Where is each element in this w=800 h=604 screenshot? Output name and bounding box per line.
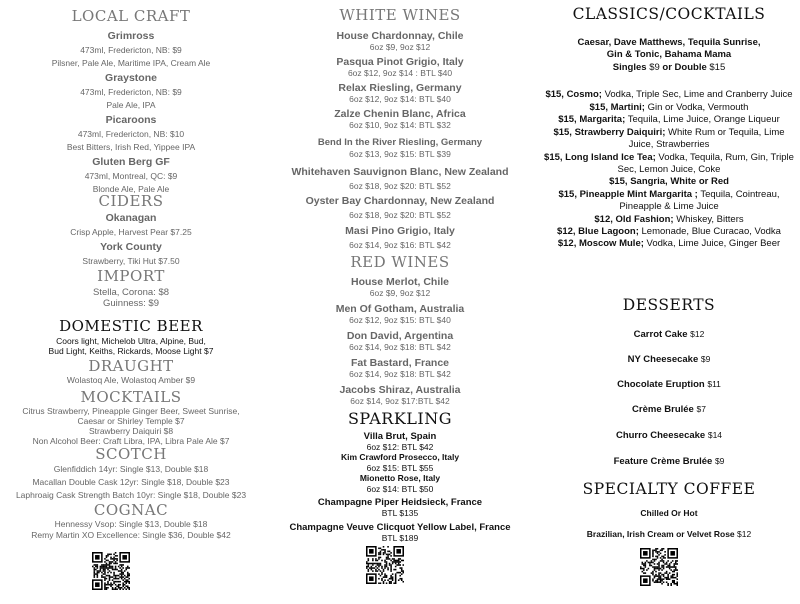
beer-detail: 473ml, Montreal, QC: $9 <box>84 171 178 181</box>
beer-detail: Blonde Ale, Pale Ale <box>92 184 170 194</box>
wine-name: Oyster Bay Chardonnay, New Zealand <box>305 195 495 207</box>
cocktail-item: $15, Long Island Ice Tea; Vodka, Tequila, Rum, Gin, Triple Sec, Lemon Juice, Coke <box>544 151 794 175</box>
draught-detail: Wolastoq Ale, Wolastoq Amber $9 <box>66 375 196 385</box>
wine-name: Pasqua Pinot Grigio, Italy <box>336 56 464 68</box>
mocktail-detail: Citrus Strawberry, Pineapple Ginger Beer, Sweet Sunrise, <box>22 406 240 416</box>
beer-detail: 473ml, Fredericton, NB: $10 <box>77 129 185 139</box>
wine-name: Men Of Gotham, Australia <box>335 303 465 315</box>
sparkling-price: 6oz $12: BTL $42 <box>366 442 434 452</box>
wine-price: 6oz $12, 9oz $14: BTL $40 <box>349 94 451 104</box>
desserts-heading: DESSERTS <box>622 296 716 314</box>
wine-price: 6oz $10, 9oz $14: BTL $32 <box>349 120 451 130</box>
local-craft-heading: LOCAL CRAFT <box>71 7 191 25</box>
beer-detail: 473ml, Fredericton, NB: $9 <box>80 45 182 55</box>
beer-detail: Best Bitters, Irish Red, Yippee IPA <box>66 142 196 152</box>
sparkling-list <box>268 431 532 543</box>
sparkling-price: BTL $135 <box>381 508 419 518</box>
wine-name: House Chardonnay, Chile <box>336 30 464 42</box>
draught-list <box>0 375 262 386</box>
cognac-list <box>0 519 262 541</box>
wine-price: 6oz $12, 9oz $15: BTL $40 <box>349 315 451 325</box>
cocktail-item: $15, Strawberry Daiquiri; White Rum or Tequila, Lime Juice, Strawberries <box>553 126 785 151</box>
white-wines-list <box>268 30 532 251</box>
cognac-detail: Hennessy Vsop: Single $13, Double $18 <box>54 519 208 529</box>
dessert-item: Feature Crème Brulée $9 <box>613 456 725 467</box>
singles-label: Singles <box>612 61 647 73</box>
left-column <box>0 0 262 604</box>
scotch-detail: Macallan Double Cask 12yr: Single $18, Double $23 <box>32 477 230 487</box>
coffee-line: Chilled Or Hot <box>640 508 698 518</box>
wine-name: Jacobs Shiraz, Australia <box>339 384 461 396</box>
cognac-heading: COGNAC <box>93 501 169 519</box>
beer-detail: Pale Ale, IPA <box>106 100 156 110</box>
sparkling-name: Champagne Piper Heidsieck, France <box>317 497 483 508</box>
import-list <box>0 287 262 309</box>
mocktails-list <box>0 406 262 446</box>
sparkling-name: Villa Brut, Spain <box>363 431 437 442</box>
wine-price: 6oz $18, 9oz $20: BTL $52 <box>349 210 451 220</box>
wine-name: Fat Bastard, France <box>350 357 450 369</box>
wine-name: Don David, Argentina <box>346 330 454 342</box>
beer-name: Picaroons <box>105 114 157 126</box>
scotch-detail: Glenfiddich 14yr: Single $13, Double $18 <box>53 464 209 474</box>
wine-price: 6oz $14, 9oz $18: BTL $42 <box>349 342 451 352</box>
classics-intro-line: Caesar, Dave Matthews, Tequila Sunrise, <box>577 37 761 48</box>
classics-pricing <box>538 62 800 74</box>
import-heading: IMPORT <box>97 267 165 285</box>
cocktail-item: $15, Martini; Gin or Vodka, Vermouth <box>589 101 749 113</box>
beer-name: Graystone <box>105 72 157 84</box>
cider-detail: Crisp Apple, Harvest Pear $7.25 <box>70 227 192 237</box>
wine-price: 6oz $18, 9oz $20: BTL $52 <box>349 181 451 191</box>
dessert-item: Carrot Cake $12 <box>633 329 705 340</box>
domestic-list <box>0 336 262 356</box>
qr-code[interactable] <box>92 552 130 590</box>
import-detail: Guinness: $9 <box>103 298 159 309</box>
beer-detail: Pilsner, Pale Ale, Maritime IPA, Cream Ale <box>51 58 211 68</box>
specialty-coffee-heading: SPECIALTY COFFEE <box>582 480 756 498</box>
classics-intro <box>538 37 800 74</box>
qr-code-graphic <box>640 548 678 586</box>
wine-price: 6oz $14, 9oz $17:BTL $42 <box>350 396 450 406</box>
white-wines-heading: WHITE WINES <box>339 6 461 24</box>
cocktail-item: $15, Cosmo; Vodka, Triple Sec, Lime and Cranberry Juice <box>545 89 793 100</box>
local-craft-list <box>0 30 262 195</box>
sparkling-price: 6oz $15: BTL $55 <box>366 463 434 473</box>
dessert-item: NY Cheesecake $9 <box>627 354 711 365</box>
wine-price: 6oz $14, 9oz $16: BTL $42 <box>349 240 451 250</box>
scotch-detail: Laphroaig Cask Strength Batch 10yr: Single $18, Double $23 <box>15 490 247 500</box>
mocktails-heading: MOCKTAILS <box>80 388 182 406</box>
mocktail-detail: Caesar or Shirley Temple $7 <box>77 416 185 426</box>
cocktail-list <box>544 89 794 251</box>
red-wines-heading: RED WINES <box>350 253 450 271</box>
wine-price: 6oz $13, 9oz $15: BTL $39 <box>349 149 451 159</box>
right-column <box>538 0 800 604</box>
domestic-heading: DOMESTIC BEER <box>59 317 203 335</box>
qr-code-graphic <box>92 552 130 590</box>
or-label: or <box>662 61 672 73</box>
ciders-list <box>0 212 262 267</box>
wine-price: 6oz $12, 9oz $14 : BTL $40 <box>347 68 453 78</box>
cider-name: York County <box>100 241 162 253</box>
wine-name: Zalze Chenin Blanc, Africa <box>334 108 466 120</box>
wine-price: 6oz $9, 9oz $12 <box>369 42 431 52</box>
cider-detail: Strawberry, Tiki Hut $7.50 <box>82 256 180 266</box>
middle-column <box>268 0 532 604</box>
double-price: $15 <box>709 61 726 73</box>
mocktail-detail: Non Alcohol Beer: Craft Libra, IPA, Libra Pale Ale $7 <box>32 436 230 446</box>
wine-name: Masi Pino Grigio, Italy <box>345 225 455 237</box>
qr-code[interactable] <box>640 548 678 586</box>
beer-detail: 473ml, Fredericton, NB: $9 <box>80 87 182 97</box>
sparkling-name: Champagne Veuve Clicquot Yellow Label, France <box>289 522 511 533</box>
wine-name: Whitehaven Sauvignon Blanc, New Zealand <box>291 166 509 178</box>
wine-name: House Merlot, Chile <box>350 276 449 288</box>
sparkling-name: Kim Crawford Prosecco, Italy <box>340 452 460 462</box>
sparkling-price: BTL $189 <box>381 533 419 543</box>
sparkling-name: Mionetto Rose, Italy <box>359 473 441 483</box>
singles-price: $9 <box>649 61 660 73</box>
dessert-item: Churro Cheesecake $14 <box>615 430 723 441</box>
coffee-line: Brazilian, Irish Cream or Velvet Rose $12 <box>586 529 752 539</box>
mocktail-detail: Strawberry Daiquiri $8 <box>88 426 174 436</box>
beer-name: Grimross <box>107 30 155 42</box>
double-label: Double <box>674 61 707 73</box>
cocktail-item: $15, Sangria, White or Red <box>609 176 729 188</box>
dessert-item: Chocolate Eruption $11 <box>617 379 721 390</box>
cocktail-item: $12, Blue Lagoon; Lemonade, Blue Curacao, Vodka <box>557 225 781 237</box>
draught-heading: DRAUGHT <box>88 357 174 375</box>
scotch-heading: SCOTCH <box>95 445 167 463</box>
domestic-detail: Coors light, Michelob Ultra, Alpine, Bud, <box>56 336 206 346</box>
cider-name: Okanagan <box>105 212 157 224</box>
cocktail-item: $12, Moscow Mule; Vodka, Lime Juice, Ginger Beer <box>557 238 781 250</box>
sparkling-heading: SPARKLING <box>347 409 453 428</box>
classics-heading: CLASSICS/COCKTAILS <box>572 5 766 23</box>
sparkling-price: 6oz $14: BTL $50 <box>366 484 434 494</box>
dessert-item: Crème Brulée $7 <box>632 404 706 415</box>
wine-price: 6oz $9, 9oz $12 <box>369 288 431 298</box>
ciders-heading: CIDERS <box>98 192 164 210</box>
domestic-detail: Bud Light, Keiths, Rickards, Moose Light $7 <box>48 346 214 356</box>
red-wines-list <box>268 276 532 407</box>
cognac-detail: Remy Martin XO Excellence: Single $36, Double $42 <box>31 530 231 540</box>
wine-price: 6oz $14, 9oz $18: BTL $42 <box>349 369 451 379</box>
import-detail: Stella, Corona: $8 <box>92 287 170 298</box>
scotch-list <box>0 463 262 502</box>
qr-code-graphic <box>366 546 404 584</box>
wine-name: Bend In the River Riesling, Germany <box>317 137 483 148</box>
classics-intro-line: Gin & Tonic, Bahama Mama <box>606 49 732 61</box>
cocktail-item: $15, Pineapple Mint Margarita ; Tequila, Cointreau, Pineapple & Lime Juice <box>558 188 780 213</box>
qr-code[interactable] <box>366 546 404 584</box>
cocktail-item: $12, Old Fashion; Whiskey, Bitters <box>594 213 744 225</box>
beer-name: Gluten Berg GF <box>92 156 170 168</box>
cocktail-item: $15, Margarita; Tequila, Lime Juice, Orange Liqueur <box>558 114 780 126</box>
wine-name: Relax Riesling, Germany <box>338 82 462 94</box>
